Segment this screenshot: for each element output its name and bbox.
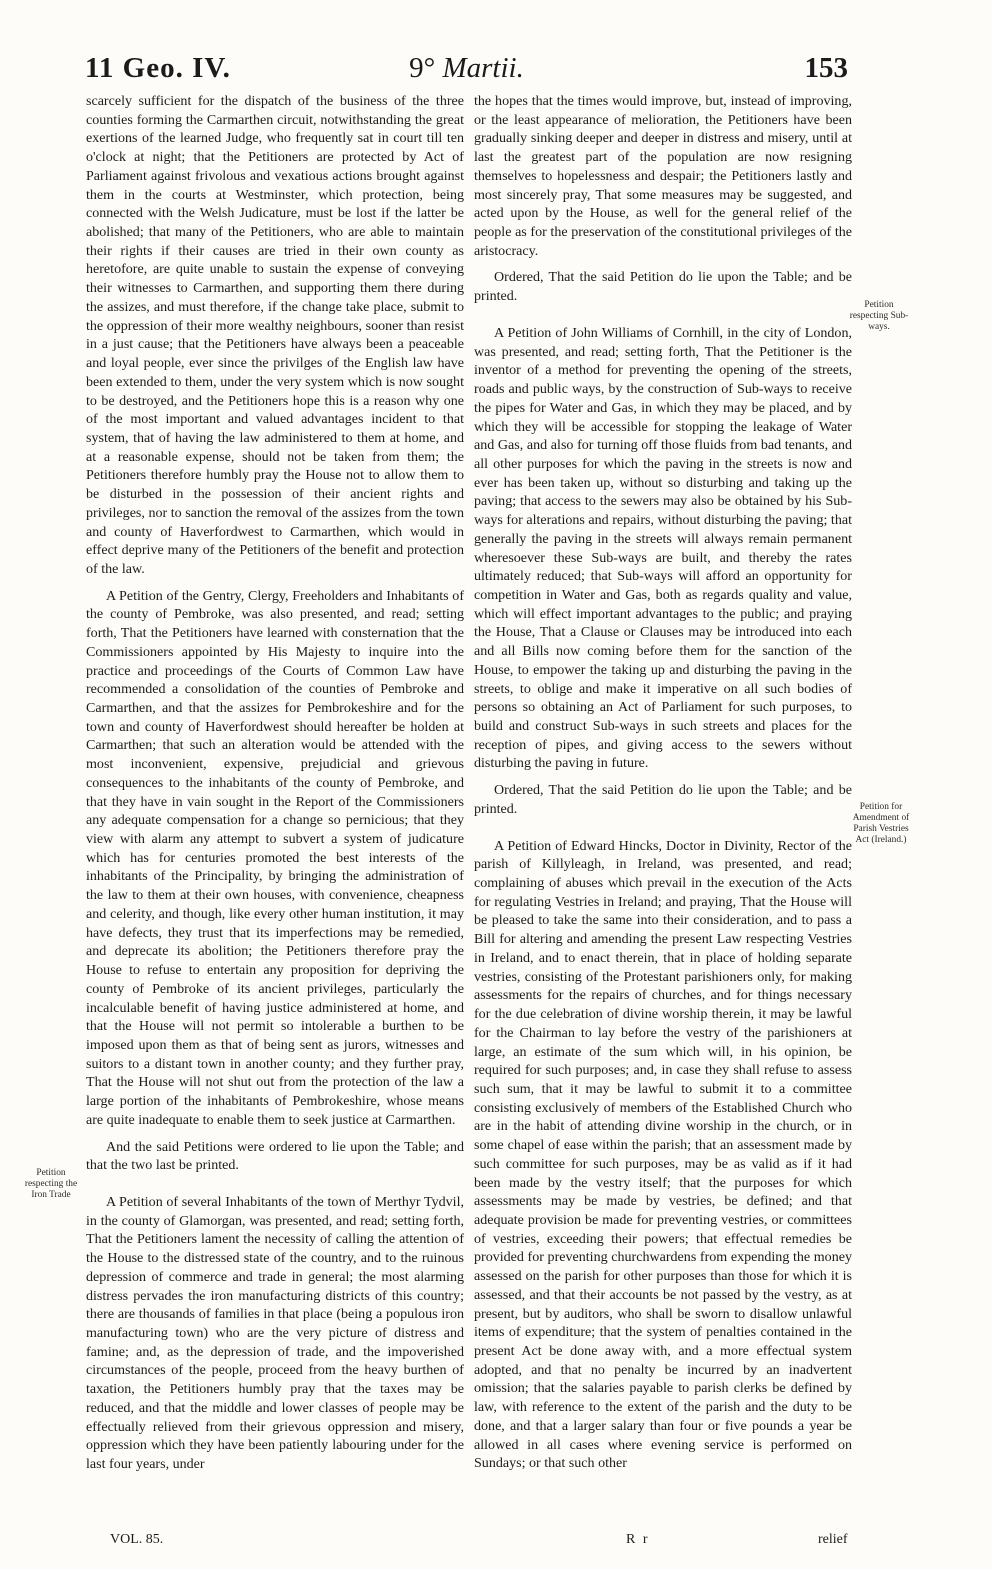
paragraph-merthyr-tydvil-petition-end: the hopes that the times would improve, but, instead of improving, or the least appearance of melioration, the Petitioners have been gradually sinking deeper and deeper in distress and misery, until at last the greatest part of the population are now resigning themselves to hopelessness and despair; the Petitioners lastly and most sincerely pray, That some measures may be suggested, and acted upon by the House, as well for the general relief of the people as for the preservation of the constitutional privileges of the aristocracy. bbox=[474, 93, 852, 259]
paragraph-petitions-ordered: And the said Petitions were ordered to lie upon the Table; and that the two last be printed. bbox=[86, 1138, 464, 1174]
footer-volume: VOL. 85. bbox=[110, 1532, 164, 1547]
header-date bbox=[85, 52, 848, 85]
footer-signature-mark: R r bbox=[626, 1532, 650, 1547]
header-regnal-year: 11 Geo. IV. bbox=[85, 52, 231, 84]
margin-note-sub-ways: Petition respecting Sub-ways. bbox=[849, 300, 909, 332]
margin-note-vestries: Petition for Amendment of Parish Vestries Act (Ireland.) bbox=[852, 802, 910, 845]
page-number: 153 bbox=[804, 52, 848, 84]
margin-note-iron-trade: Petition respecting the Iron Trade bbox=[24, 1168, 78, 1200]
paragraph-vestries-petition: A Petition of Edward Hincks, Doctor in Divinity, Rector of the parish of Killyleagh, in Ireland, was presented, and read; complaining of abuses which prevail in the execution of the Acts for regulating Vestries in Ireland; and praying, That the House will be pleased to take the same into their consideration, and to pass a Bill for altering and amending the present Law respecting Vestries in Ireland, and to enact therein, that in place of holding separate vestries, consisting of the Protestant parishioners only, for making assessments for the repairs of churches, and for things necessary for the due celebration of divine worship therein, it may be lawful for the Chairman to lay before the vestry of the parishioners at large, an estimate of the sum which will, in his opinion, be required for such purposes; and, in case they shall refuse to assess such sum, that it may be lawful to submit it to a committee consisting exclusively of members of the Established Church who are in the habit of attending divine worship in the church, or in some chapel of ease within the parish; that an assessment made by such committee for such purposes, may be as valid as if it had been made by the vestry itself; that the purposes for which assessments may be made by vestries, be defined; and that adequate provision be made for preventing vestries, or committees of vestries, exceeding their powers; that effectual remedies be provided for preventing churchwardens from expending the money assessed on the parish for other purposes than those for which it is assessed, and that their accounts be not passed by the vestry, as at present, but by auditors, who shall be sworn to disallow unlawful items of expenditure; that the system of penalties contained in the present Act be done away with, and a more effectual system adopted, and that no penalty be incurred by an inadvertent omission; that the salaries payable to parish clerks be defined by law, with reference to the extent of the parish and the duty to be done, and that a larger salary than four or five pounds a year be allowed in all cases where evening service is performed on Sundays; or that such other bbox=[474, 837, 852, 1472]
paragraph-pembroke-petition: A Petition of the Gentry, Clergy, Freeholders and Inhabitants of the county of Pembroke, was also presented, and read; setting forth, That the Petitioners have learned with consternation that the Commissioners appointed by His Majesty to inquire into the practice and proceedings of the Courts of Common Law have recommended a consolidation of the counties of Pembroke and Carmarthen, and that the assizes for Pembrokeshire and for the town and county of Haverfordwest should hereafter be holden at Carmarthen; that such an alteration would be attended with the most inconvenient, expensive, prejudicial and grievous consequences to the inhabitants of the county of Pembroke, and that they have in vain sought in the Report of the Commissioners any adequate compensation for a change so pernicious; that they view with alarm any attempt to subvert a system of judicature which has for centuries promoted the best interests of the inhabitants of the Principality, by bringing the administration of the law to them at their own houses, with convenience, cheapness and celerity, and though, like every other human institution, it may have defects, they trust that its imperfections may be remedied, and deprecate its abolition; the Petitioners therefore pray the House to refuse to entertain any proposition for depriving the county of Pembroke of its ancient privileges, particularly the incalculable benefit of having justice administered at home, and that the House will not permit so intolerable a burthen to be imposed upon them as that of being sent as jurors, witnesses and suitors to a distant town in another county; and they further pray, That the House will not shut out from the protection of the law a large portion of the inhabitants of Pembrokeshire, whose means are quite inadequate to enable them to seek justice at Carmarthen. bbox=[86, 587, 464, 1128]
paragraph-sub-ways-petition: A Petition of John Williams of Cornhill, in the city of London, was presented, and read; setting forth, That the Petitioner is the inventor of a method for preventing the opening of the streets, roads and public ways, by the construction of Sub-ways to receive the pipes for Water and Gas, in which they may be placed, and by which they will be accessible for stopping the leakage of Water and Gas, and also for turning off those fluids from bad tenants, and all other purposes for which the paving in the streets is now and ever has been taken up, without so disturbing and taking up the paving; that access to the sewers may also be obtained by his Sub-ways for alterations and repairs, without disturbing the paving; that generally the paving in the streets will always remain permanent wheresoever these Sub-ways are built, and thereby the rates ultimately reduced; that Sub-ways will afford an opportunity for competition in Water and Gas, both as regards quality and value, which will effect important advantages to the public; and praying the House, That a Clause or Clauses may be introduced into each and all Bills now coming before them for the sanction of the House, to empower the taking up and disturbing the paving in the streets, to oblige and make it imperative on all such bodies of persons so obtaining an Act of Parliament for such purposes, to build and construct Sub-ways in such streets and places for the reception of pipes, and giving access to the sewers without disturbing the paving in future. bbox=[474, 324, 852, 772]
paragraph-haverfordwest-petition-end: scarcely sufficient for the dispatch of the business of the three counties forming the Carmarthen circuit, notwithstanding the great exertions of the learned Judge, who frequently sat in court till ten o'clock at night; that the Petitioners are protected by Act of Parliament against frivolous and vexatious actions brought against them in the courts at Westminster, which protection, being connected with the Welsh Judicature, must be lost if the latter be abolished; that many of the Petitioners, who are able to maintain their rights if their causes are tried in their own county as heretofore, are quite unable to sustain the expense of conveying their witnesses to Carmarthen, and supporting them there during the assizes, and must therefore, if the change take place, submit to the oppression of their more wealthy neighbours, sooner than resist in a just cause; that the Petitioners have always been a peaceable and loyal people, ever since the privilges of the English law have been extended to them, under the very system which is now sought to be destroyed, and the Petitioners hope this is a reason why one of the most important and valued advantages incident to that system, that of having the law administered to them at home, and at a reasonable expense, should not be taken from them; the Petitioners therefore humbly pray the House not to allow them to be disturbed in the possession of their ancient rights and privileges, nor to sanction the removal of the assizes from the town and county of Haverfordwest to Carmarthen, which would in effect deprive many of the Petitioners of the benefit and protection of the law. bbox=[86, 93, 464, 577]
paragraph-ordered-printed-2: Ordered, That the said Petition do lie upon the Table; and be printed. bbox=[474, 782, 852, 817]
header-month: Martii. bbox=[442, 52, 524, 84]
left-column bbox=[86, 92, 464, 1482]
right-column bbox=[474, 92, 852, 1481]
running-header bbox=[85, 52, 848, 88]
footer-catchword: relief bbox=[818, 1532, 848, 1547]
paragraph-ordered-printed-1: Ordered, That the said Petition do lie upon the Table; and be printed. bbox=[474, 269, 852, 305]
header-day: 9° bbox=[409, 52, 436, 84]
paragraph-merthyr-tydvil-petition: A Petition of several Inhabitants of the town of Merthyr Tydvil, in the county of Glamorgan, was presented, and read; setting forth, That the Petitioners lament the necessity of calling the attention of the House to the distressed state of the country, and to the ruinous depression of commerce and trade in general; the most alarming distress pervades the iron manufacturing districts of this country; there are thousands of families in that place (being a populous iron manufacturing town) who are the very picture of distress and famine; and, as the depression of trade, and the impoverished circumstances of the people, proceed from the heavy burthen of taxation, the Petitioners humbly pray that the taxes may be reduced, and that the middle and lower classes of people may be effectually relieved from their grievous oppression and misery, oppression which they have been patiently labouring under for the last four years, under bbox=[86, 1193, 464, 1473]
